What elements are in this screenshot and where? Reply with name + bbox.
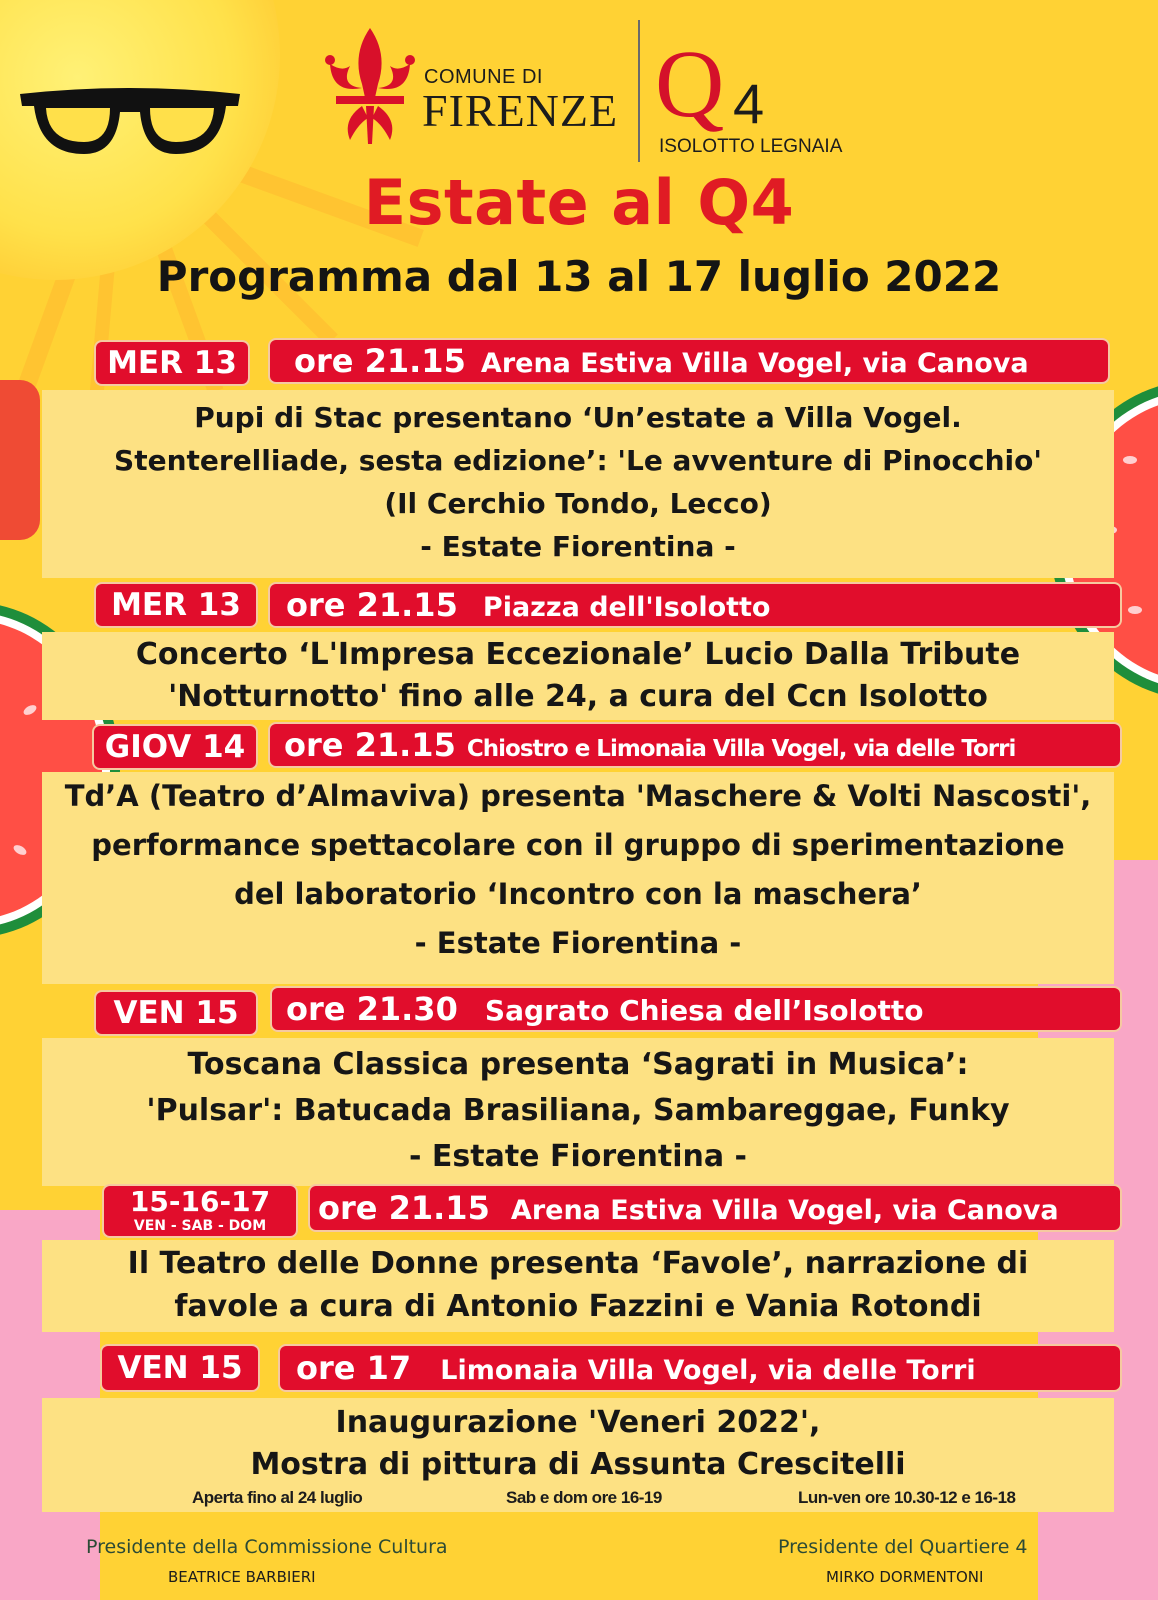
- signature-name-left: BEATRICE BARBIERI: [168, 1568, 316, 1586]
- event-time: ore 21.15: [318, 1189, 490, 1227]
- event-line: Stenterelliade, sesta edizione’: 'Le avventure di Pinocchio': [114, 444, 1042, 477]
- day-badge: VEN 15: [102, 1346, 258, 1390]
- event-line: Td’A (Teatro d’Almaviva) presenta 'Maschere & Volti Nascosti',: [64, 779, 1092, 813]
- event-line: favole a cura di Antonio Fazzini e Vania Rotondi: [174, 1289, 982, 1324]
- event-line: - Estate Fiorentina -: [414, 926, 742, 960]
- event-note: Sab e dom ore 16-19: [506, 1488, 662, 1507]
- time-location-bar: [270, 340, 1108, 382]
- day-badge-weekdays: VEN - SAB - DOM: [133, 1218, 267, 1234]
- event-location: Limonaia Villa Vogel, via delle Torri: [440, 1355, 976, 1386]
- logo-comune-firenze: [322, 24, 622, 154]
- event-location: Piazza dell'Isolotto: [482, 592, 771, 623]
- event-description: [42, 772, 1114, 984]
- day-badge: MER 13: [96, 342, 248, 384]
- page-subtitle: Programma dal 13 al 17 luglio 2022: [156, 252, 1002, 301]
- sunglasses-icon: [16, 84, 244, 164]
- day-badge: GIOV 14: [94, 726, 256, 768]
- signature-role-left: Presidente della Commissione Cultura: [86, 1536, 448, 1558]
- logo-comune-label: COMUNE DI: [424, 66, 543, 88]
- event-line: 'Pulsar': Batucada Brasiliana, Sambareggae, Funky: [146, 1093, 1010, 1128]
- day-badge: VEN 15: [96, 992, 256, 1034]
- event-location: Sagrato Chiesa dell’Isolotto: [484, 994, 924, 1027]
- event-line: del laboratorio ‘Incontro con la maschera’: [234, 877, 922, 911]
- day-badge-dates: 15-16-17: [129, 1185, 271, 1218]
- time-location-bar: [272, 988, 1120, 1030]
- header-divider: [638, 20, 640, 162]
- page-title: Estate al Q4: [363, 166, 795, 239]
- event-note: Lun-ven ore 10.30-12 e 16-18: [798, 1488, 1016, 1507]
- event-line: Inaugurazione 'Veneri 2022',: [335, 1405, 821, 1440]
- event-time: ore 21.15: [294, 342, 466, 380]
- logo-q4-subtitle: ISOLOTTO LEGNAIA: [659, 136, 843, 157]
- event-line: Mostra di pittura di Assunta Crescitelli: [250, 1447, 906, 1482]
- event-line: Il Teatro delle Donne presenta ‘Favole’, narrazione di: [127, 1246, 1029, 1281]
- logo-firenze-label: FIRENZE: [422, 85, 619, 136]
- fleur-de-lis-icon: [322, 24, 418, 148]
- logo-4-number: 4: [733, 72, 765, 135]
- day-badge: [104, 1186, 296, 1236]
- day-badge: MER 13: [96, 584, 256, 626]
- event-line: 'Notturnotto' fino alle 24, a cura del Ccn Isolotto: [168, 679, 988, 714]
- event-line: - Estate Fiorentina -: [420, 530, 736, 563]
- logo-q4: [655, 30, 855, 165]
- event-description: [42, 632, 1114, 720]
- event-line: Concerto ‘L'Impresa Eccezionale’ Lucio Dalla Tribute: [135, 637, 1021, 672]
- time-location-bar: [270, 724, 1120, 766]
- signature-role-right: Presidente del Quartiere 4: [778, 1536, 1028, 1558]
- event-note: Aperta fino al 24 luglio: [192, 1488, 363, 1507]
- time-location-bar: [280, 1346, 1120, 1390]
- signature-name-right: MIRKO DORMENTONI: [826, 1568, 984, 1586]
- event-time: ore 21.30: [286, 990, 458, 1028]
- event-location: Arena Estiva Villa Vogel, via Canova: [510, 1195, 1059, 1226]
- event-line: Toscana Classica presenta ‘Sagrati in Musica’:: [187, 1047, 969, 1082]
- event-line: performance spettacolare con il gruppo di sperimentazione: [91, 828, 1065, 862]
- event-location: Chiostro e Limonaia Villa Vogel, via delle Torri: [466, 736, 1016, 762]
- event-description: [42, 390, 1114, 578]
- event-line: - Estate Fiorentina -: [409, 1139, 747, 1174]
- event-time: ore 21.15: [284, 726, 456, 764]
- time-location-bar: [270, 584, 1120, 626]
- event-description: [42, 1038, 1114, 1186]
- event-line: (Il Cerchio Tondo, Lecco): [384, 487, 772, 520]
- time-location-bar: [310, 1186, 1120, 1230]
- event-description: [42, 1240, 1114, 1332]
- event-location: Arena Estiva Villa Vogel, via Canova: [480, 348, 1029, 379]
- red-stripe-left: [0, 380, 40, 540]
- event-time: ore 21.15: [286, 586, 458, 624]
- event-line: Pupi di Stac presentano ‘Un’estate a Villa Vogel.: [194, 401, 962, 434]
- logo-q-letter: Q: [655, 30, 725, 137]
- event-time: ore 17: [296, 1349, 412, 1387]
